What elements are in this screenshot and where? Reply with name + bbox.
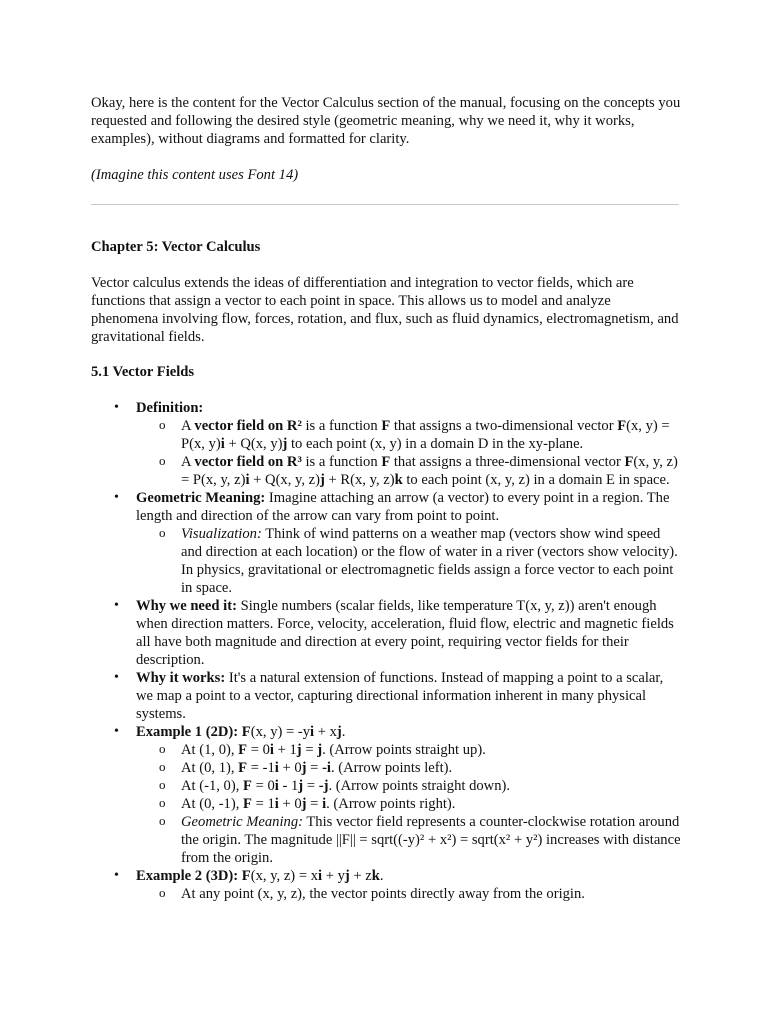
geometric-meaning-text: Imagine attaching an arrow (a vector) to every point in a region. The length and direction of the arrow can vary from point to point. [136, 490, 670, 524]
example-2-point-1: o At any point (x, y, z), the vector points directly away from the origin. [181, 885, 681, 903]
definition-r3-item: o A vector field on R³ is a function F that assigns a three-dimensional vector F(x, y, z) = P(x, y, z)i + Q(x, y, z)j + R(x, y, z)k to each point (x, y, z) in a domain E in space. [181, 453, 681, 489]
section-title: 5.1 Vector Fields [91, 364, 195, 380]
geometric-sublist [136, 525, 681, 597]
why-need-label: Why we need it: [136, 598, 237, 614]
document-page [91, 94, 681, 903]
example-2-label: Example 2 (3D): [136, 868, 239, 884]
list-item-example-2: • Example 2 (3D): F(x, y, z) = xi + yj + zk. o At any point (x, y, z), the vector points directly away from the origin. [136, 867, 681, 903]
example-1-geometric-meaning: o Geometric Meaning: This vector field represents a counter-clockwise rotation around the origin. The magnitude ||F|| = sqrt((-y)² + x²) = sqrt(x² + y²) increases with distance from the origin. [181, 813, 681, 867]
list-item-why-we-need-it [136, 597, 681, 669]
chapter-title: Chapter 5: Vector Calculus [91, 239, 261, 255]
vector-fields-list [91, 399, 681, 903]
list-item-example-1: • Example 1 (2D): F(x, y) = -yi + xj. o At (1, 0), F = 0i + 1j = j. (Arrow points straight up). o At (0, 1), F = -1i + 0j = -i. (Arrow points left). o At (-1, 0), F = 0i - 1j = -j. (Arrow points straight down). o At (0, -1), F = 1i + 0j = i. (Arrow points right). o Geometric Meaning: This vector field represents a counter-clockwise rotation around the origin. The magnitude ||F|| = sqrt((-y)² + x²) = sqrt(x² + y²) increases with distance from the origin. [136, 723, 681, 867]
definition-sublist [136, 417, 681, 489]
font-note: (Imagine this content uses Font 14) [91, 167, 299, 183]
definition-r2-item: o A vector field on R² is a function F that assigns a two-dimensional vector F(x, y) = P(x, y)i + Q(x, y)j to each point (x, y) in a domain D in the xy-plane. [181, 417, 681, 453]
example-1-point-3: o At (-1, 0), F = 0i - 1j = -j. (Arrow points straight down). [181, 777, 681, 795]
example-1-point-2: o At (0, 1), F = -1i + 0j = -i. (Arrow points left). [181, 759, 681, 777]
geometric-meaning-label: Geometric Meaning: [136, 490, 266, 506]
horizontal-divider [91, 204, 679, 205]
chapter-intro-paragraph: Vector calculus extends the ideas of differentiation and integration to vector fields, which are functions that assign a vector to each point in space. This allows us to model and analyze phenomena involving flow, forces, rotation, and flux, such as fluid dynamics, electromagnetism, and gravitational fields. [91, 275, 679, 345]
list-item-why-it-works [136, 669, 681, 723]
why-works-text: It's a natural extension of functions. Instead of mapping a point to a scalar, we map a point to a vector, capturing directional information inherent in many physical systems. [136, 670, 664, 722]
example-1-point-4: o At (0, -1), F = 1i + 0j = i. (Arrow points right). [181, 795, 681, 813]
intro-paragraph: Okay, here is the content for the Vector Calculus section of the manual, focusing on the concepts you requested and following the desired style (geometric meaning, why we need it, why it works, examples), without diagrams and formatted for clarity. [91, 95, 681, 147]
list-item-definition [136, 399, 681, 489]
why-works-label: Why it works: [136, 670, 226, 686]
example-1-sublist [136, 741, 681, 867]
definition-label: Definition: [136, 400, 204, 416]
example-1-label: Example 1 (2D): [136, 724, 239, 740]
list-item-geometric-meaning [136, 489, 681, 597]
example-1-point-1: o At (1, 0), F = 0i + 1j = j. (Arrow points straight up). [181, 741, 681, 759]
visualization-item: o Visualization: Think of wind patterns on a weather map (vectors show wind speed and direction at each location) or the flow of water in a river (vectors show velocity). In physics, gravitational or electromagnetic fields assign a force vector to each point in space. [181, 525, 681, 597]
example-2-sublist [136, 885, 681, 903]
why-need-text: Single numbers (scalar fields, like temperature T(x, y, z)) aren't enough when direction matters. Force, velocity, acceleration, fluid flow, electric and magnetic fields all have both magnitude and direction at every point, requiring vector fields for their description. [136, 598, 674, 668]
